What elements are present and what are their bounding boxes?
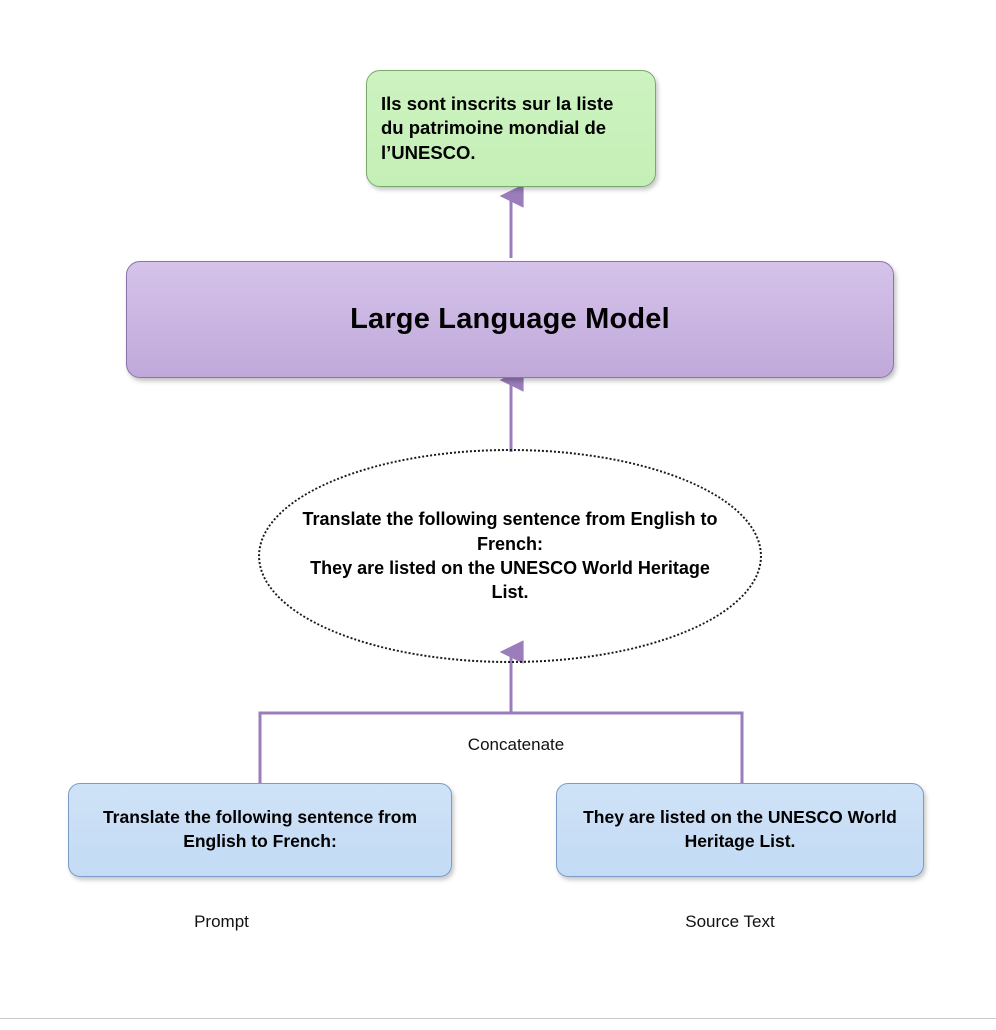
llm-label: Large Language Model [350, 303, 670, 335]
bottom-divider [0, 1018, 996, 1019]
prompt-text: Translate the following sentence from English to French: [102, 807, 418, 851]
ellipse-line-1: Translate the following sentence from English to French: [302, 509, 718, 554]
source-text: They are listed on the UNESCO World Heritage List. [583, 807, 897, 851]
ellipse-line-2: They are listed on the UNESCO World Heritage List. [310, 558, 710, 603]
source-text-caption: Source Text [685, 912, 775, 931]
output-box [366, 70, 656, 187]
source-text-box [556, 783, 924, 877]
prompt-box [68, 783, 452, 877]
concatenate-label: Concatenate [410, 735, 622, 755]
prompt-caption: Prompt [194, 912, 249, 931]
concatenated-prompt-ellipse [258, 449, 762, 663]
output-text: Ils sont inscrits sur la liste du patrimoine mondial de l’UNESCO. [381, 92, 614, 163]
large-language-model-box [126, 261, 894, 378]
ellipse-text [300, 507, 720, 604]
